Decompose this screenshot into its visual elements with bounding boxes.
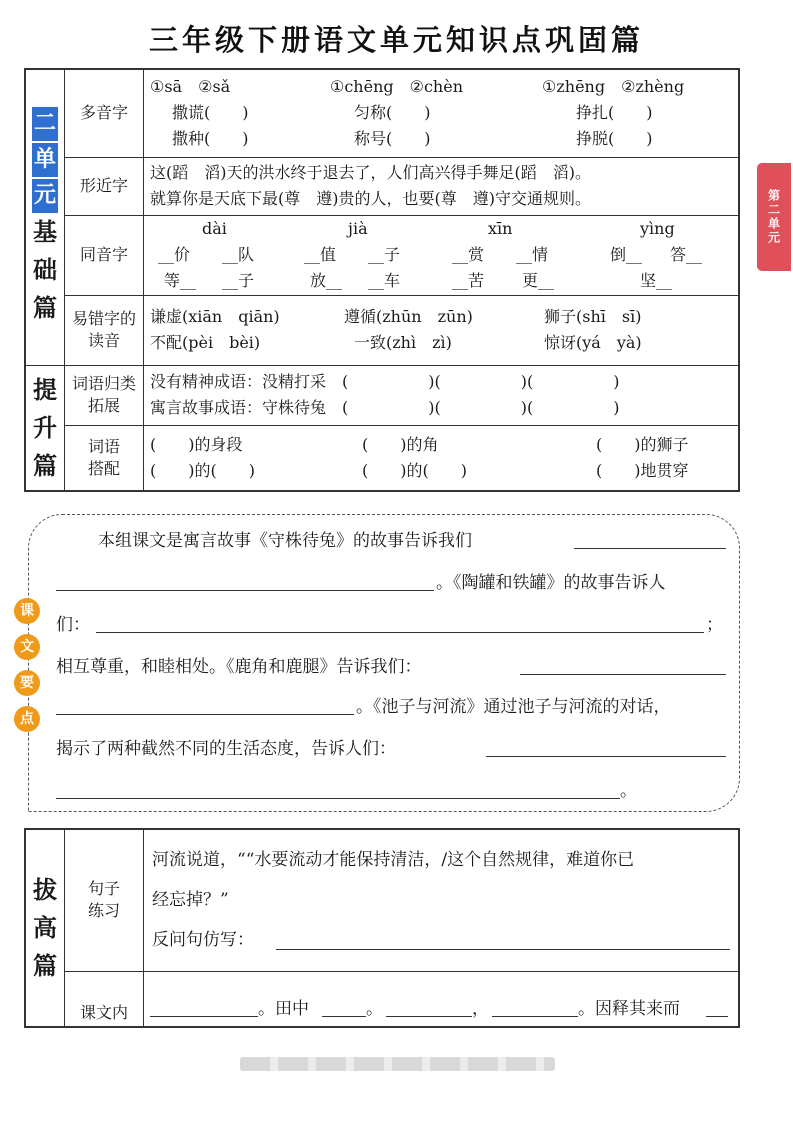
classify-line[interactable]: 寓言故事成语：守株待兔 ( )( )( ) — [150, 398, 620, 417]
label-polyphone: 多音字 — [65, 69, 144, 157]
section-char: 提 — [33, 375, 57, 404]
key-point-text: 。《池子与河流》通过池子与河流的对话， — [356, 697, 671, 717]
homophone-blank[interactable]: __子 — [368, 245, 401, 264]
label-classify-text: 词语归类拓展 — [72, 374, 137, 415]
homophone-blank[interactable]: __车 — [368, 271, 401, 290]
polyphone-item[interactable]: 撒种( ) — [172, 129, 249, 149]
answer-blank[interactable] — [150, 1016, 258, 1017]
homophone-blank[interactable]: 更__ — [522, 271, 555, 290]
homophone-blank[interactable]: 坚__ — [640, 271, 673, 290]
misread-item[interactable]: 一致(zhì zì) — [354, 333, 452, 352]
key-point-text: 揭示了两种截然不同的生活态度，告诉人们： — [56, 739, 396, 759]
key-point-text: 相互尊重，和睦相处。《鹿角和鹿腿》告诉我们： — [56, 657, 422, 677]
badge-char: 文 — [14, 634, 40, 660]
label-classify — [65, 365, 144, 425]
collocation-item[interactable]: ( )的狮子 — [596, 434, 689, 454]
misread-item[interactable]: 遵循(zhūn zūn) — [344, 307, 473, 326]
collocation-item[interactable]: ( )的( ) — [362, 460, 467, 480]
homophone-blank[interactable]: 放__ — [310, 271, 343, 290]
text-fragment: 。田中 — [258, 998, 309, 1019]
section-char: 篇 — [33, 294, 57, 323]
similar-content — [144, 157, 740, 215]
label-sentence — [65, 829, 144, 971]
polyphone-head: ①chēng ②chèn — [330, 77, 464, 97]
pinyin: yìng — [640, 219, 675, 238]
misread-content — [144, 295, 740, 365]
label-misread-text: 易错字的读音 — [72, 309, 137, 350]
homophone-blank[interactable]: __情 — [516, 245, 549, 264]
section-top — [25, 829, 65, 1027]
collocation-item[interactable]: ( )的( ) — [150, 460, 255, 480]
unit-char: 单 — [32, 143, 58, 177]
answer-blank[interactable] — [56, 798, 620, 799]
answer-blank[interactable] — [386, 1016, 472, 1017]
section-char: 高 — [33, 914, 57, 942]
homophone-blank[interactable]: __值 — [304, 245, 337, 264]
answer-blank[interactable] — [322, 1016, 366, 1017]
badge-char: 课 — [14, 598, 40, 624]
answer-blank[interactable] — [574, 548, 726, 549]
answer-blank[interactable] — [706, 1016, 728, 1017]
section-char: 基 — [33, 218, 57, 247]
misread-item[interactable]: 谦虚(xiān qiān) — [150, 307, 280, 326]
text-fragment: 。 — [366, 998, 383, 1019]
homophone-blank[interactable]: 等__ — [164, 271, 197, 290]
homophone-blank[interactable]: __苦 — [452, 271, 485, 290]
label-similar: 形近字 — [65, 157, 144, 215]
answer-blank[interactable] — [520, 674, 726, 675]
classify-content — [144, 365, 740, 425]
homophone-blank[interactable]: 倒__ — [610, 245, 643, 264]
label-misread — [65, 295, 144, 365]
text-content — [144, 971, 740, 1027]
key-point-text: 们： — [56, 615, 90, 635]
unit-char: 元 — [32, 179, 58, 213]
misread-item[interactable]: 惊讶(yá yà) — [544, 333, 642, 352]
homophone-blank[interactable]: __子 — [222, 271, 255, 290]
homophone-blank[interactable]: __赏 — [452, 245, 485, 264]
collocation-item[interactable]: ( )的角 — [362, 434, 439, 454]
key-point-text: 。 — [620, 781, 637, 801]
label-collocation — [65, 425, 144, 491]
polyphone-content — [144, 69, 740, 157]
homophone-content — [144, 215, 740, 295]
homophone-blank[interactable]: __价 — [158, 245, 191, 264]
rewrite-blank[interactable] — [276, 949, 730, 950]
misread-item[interactable]: 不配(pèi bèi) — [150, 333, 261, 352]
badge-char: 要 — [14, 670, 40, 696]
pinyin: dài — [202, 219, 227, 238]
pinyin: xīn — [488, 219, 513, 238]
rewrite-label: 反问句仿写： — [152, 930, 254, 951]
answer-blank[interactable] — [56, 590, 434, 591]
knowledge-table — [24, 68, 740, 492]
page-title: 三年级下册语文单元知识点巩固篇 — [148, 23, 644, 57]
label-homophone: 同音字 — [65, 215, 144, 295]
answer-blank[interactable] — [486, 756, 726, 757]
similar-line[interactable]: 就算你是天底下最(尊 遵)贵的人，也要(尊 遵)守交通规则。 — [150, 189, 591, 208]
key-points-badge — [14, 598, 40, 732]
label-sentence-text: 句子练习 — [87, 879, 120, 921]
section-char: 础 — [33, 256, 57, 285]
text-fragment: ， — [472, 998, 489, 1019]
unit-char: 二 — [32, 107, 58, 141]
text-fragment: 。因释其来而 — [578, 998, 680, 1019]
polyphone-head: ①sā ②sǎ — [150, 77, 231, 97]
homophone-blank[interactable]: __队 — [222, 245, 255, 264]
answer-blank[interactable] — [56, 714, 354, 715]
homophone-blank[interactable]: 答__ — [670, 245, 703, 264]
misread-item[interactable]: 狮子(shī sī) — [544, 307, 642, 326]
polyphone-item[interactable]: 匀称( ) — [354, 103, 431, 123]
similar-line[interactable]: 这(蹈 滔)天的洪水终于退去了，人们高兴得手舞足(蹈 滔)。 — [150, 163, 591, 182]
footer-watermark — [240, 1057, 555, 1071]
badge-char: 点 — [14, 706, 40, 732]
sentence-line: 河流说道，““水要流动才能保持清洁，/这个自然规律，难道你已 — [152, 850, 635, 871]
key-point-text: ； — [706, 615, 723, 635]
unit-side-tab[interactable]: 第二单元 — [757, 163, 791, 271]
polyphone-item[interactable]: 挣脱( ) — [576, 129, 653, 149]
answer-blank[interactable] — [492, 1016, 578, 1017]
section-advance — [25, 365, 65, 491]
polyphone-head: ①zhēng ②zhèng — [542, 77, 685, 97]
section-char: 拔 — [33, 876, 57, 904]
section-char: 篇 — [33, 952, 57, 980]
answer-blank[interactable] — [96, 632, 704, 633]
sentence-content — [144, 829, 740, 971]
advanced-table — [24, 828, 740, 1028]
sentence-line: 经忘掉？” — [152, 890, 229, 911]
collocation-item[interactable]: ( )地贯穿 — [596, 460, 689, 480]
section-char: 升 — [33, 413, 57, 442]
key-point-text: 。《陶罐和铁罐》的故事告诉人 — [436, 573, 666, 593]
polyphone-item[interactable]: 撒谎( ) — [172, 103, 249, 123]
collocation-content — [144, 425, 740, 491]
label-collocation-text: 词语搭配 — [87, 436, 120, 478]
classify-line[interactable]: 没有精神成语：没精打采 ( )( )( ) — [150, 372, 620, 391]
label-text: 课文内 — [65, 971, 144, 1027]
polyphone-item[interactable]: 称号( ) — [354, 129, 431, 149]
pinyin: jià — [348, 219, 368, 238]
collocation-item[interactable]: ( )的身段 — [150, 434, 243, 454]
polyphone-item[interactable]: 挣扎( ) — [576, 103, 653, 123]
section-basic — [25, 69, 65, 365]
section-char: 篇 — [33, 451, 57, 480]
key-point-text: 本组课文是寓言故事《守株待兔》的故事告诉我们 — [98, 531, 472, 551]
